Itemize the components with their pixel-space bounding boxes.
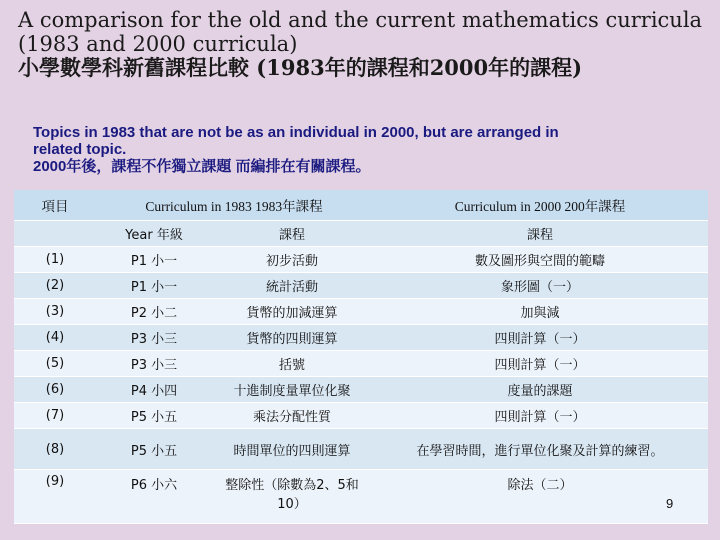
cell-topic-1983: 初步活動 [212,247,372,273]
subheader-year: Year 年級 [96,221,212,247]
cell-year: P3 小三 [96,351,212,377]
cell-year: P4 小四 [96,377,212,403]
curriculum-comparison-table [14,190,708,524]
cell-topic-1983: 乘法分配性質 [212,403,372,429]
cell-topic-2000: 度量的課題 [372,377,708,403]
table-row [14,325,708,351]
table-row [14,273,708,299]
cell-item: (4) [14,325,96,351]
title-line-1: A comparison for the old and the current mathematics curricula [18,8,703,32]
cell-topic-1983: 整除性（除數為2、5和10） [212,470,372,524]
cell-topic-1983: 貨幣的四則運算 [212,325,372,351]
cell-topic-1983: 括號 [212,351,372,377]
cell-topic-1983: 時間單位的四則運算 [212,429,372,470]
title-line-3: 小學數學科新舊課程比較 (1983年的課程和2000年的課程) [18,55,583,80]
table-row [14,377,708,403]
cell-topic-2000: 除法（二） [372,470,708,524]
subheader-empty [14,221,96,247]
table-row [14,351,708,377]
subheader-topic-2000: 課程 [372,221,708,247]
cell-topic-2000: 四則計算（一） [372,325,708,351]
cell-topic-1983: 十進制度量單位化聚 [212,377,372,403]
subtitle-line-2: related topic. [33,141,127,158]
cell-topic-2000: 數及圖形與空間的範疇 [372,247,708,273]
cell-year: P3 小三 [96,325,212,351]
title-line-2: (1983 and 2000 curricula) [18,32,298,56]
header-item: 項目 [14,190,96,221]
cell-topic-2000: 四則計算（一） [372,351,708,377]
table-row [14,403,708,429]
cell-year: P2 小二 [96,299,212,325]
cell-item: (6) [14,377,96,403]
table-subheader-row [14,221,708,247]
cell-year: P1 小一 [96,247,212,273]
table-row [14,299,708,325]
subtitle-line-1: Topics in 1983 that are not be as an individual in 2000, but are arranged in [33,124,559,141]
cell-topic-2000: 在學習時間，進行單位化聚及計算的練習。 [372,429,708,470]
cell-item: (7) [14,403,96,429]
table-row [14,247,708,273]
header-curriculum-1983: Curriculum in 1983 1983年課程 [96,190,372,221]
cell-year: P5 小五 [96,403,212,429]
cell-topic-2000: 象形圖（一） [372,273,708,299]
subheader-topic-1983: 課程 [212,221,372,247]
table-row [14,470,708,524]
table-row [14,429,708,470]
slide-title [18,8,708,80]
cell-year: P6 小六 [96,470,212,524]
cell-item: (8) [14,429,96,470]
cell-item: (3) [14,299,96,325]
cell-year: P1 小一 [96,273,212,299]
cell-topic-2000: 加與減 [372,299,708,325]
cell-item: (2) [14,273,96,299]
cell-topic-1983: 貨幣的加減運算 [212,299,372,325]
table-header-row [14,190,708,221]
cell-year: P5 小五 [96,429,212,470]
cell-topic-1983: 統計活動 [212,273,372,299]
cell-item: (1) [14,247,96,273]
page-number: 9 [666,496,674,511]
cell-item: (9) [14,470,96,524]
cell-item: (5) [14,351,96,377]
cell-topic-2000: 四則計算（一） [372,403,708,429]
slide-subtitle [33,124,703,175]
subtitle-line-3: 2000年後，課程不作獨立課題 而編排在有關課程。 [33,158,371,175]
header-curriculum-2000: Curriculum in 2000 200年課程 [372,190,708,221]
